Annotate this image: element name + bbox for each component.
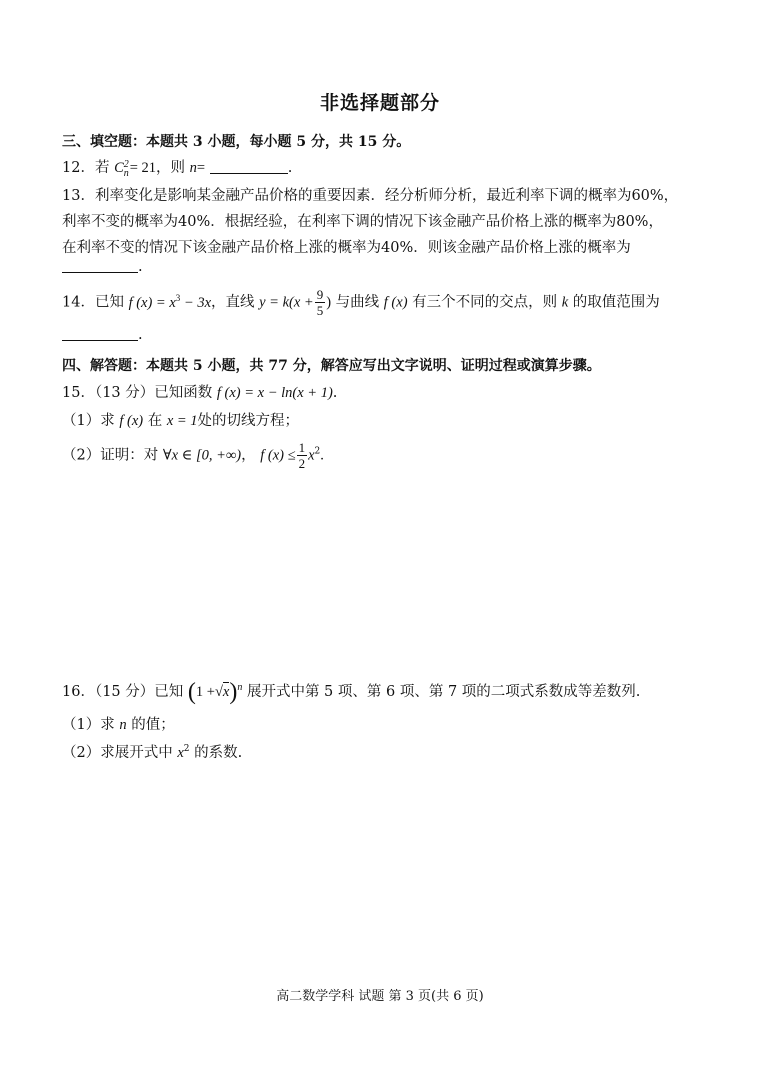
section-3-heading: 三、填空题：本题共 3 小题，每小题 5 分，共 15 分。 (62, 134, 411, 150)
q12-pre: 若 (94, 160, 110, 176)
q12-post: ，则 (156, 160, 186, 176)
answer-blank-12[interactable] (210, 159, 288, 174)
q15-forall-domain: ∀x ∈ [0, +∞) (162, 447, 242, 464)
question-15: 15．（13 分）已知函数 f (x) = x − ln(x + 1). (62, 385, 338, 401)
page-footer: 高二数学学科 试题 第 3 页(共 6 页) (276, 989, 484, 1004)
answer-blank-14[interactable] (62, 326, 138, 341)
q12-number: 12． (62, 160, 95, 176)
q16-part-2: （2）求展开式中 $x^2$ 的系数. (62, 744, 243, 761)
q16-part-1: （1）求 n 的值； (62, 717, 175, 733)
q13-line-3: 在利率不变的情况下该金融产品价格上涨的概率为40%．则该金融产品价格上涨的概率为 (62, 240, 631, 256)
question-12: 12．若 C2 n= 21，则 n= . (62, 158, 293, 179)
q15-part-1: （1）求 f (x) 在 x = 1处的切线方程； (62, 413, 300, 429)
q12-combination: C2 n (114, 158, 129, 179)
q13-answer-line: . (62, 258, 143, 275)
q15-half-fraction: $\frac{1}{2}$ (298, 440, 306, 471)
question-14: 14．已知 f $(x) = x^3 - 3x$，直线 y = k(x + $\frac{9}{5}$ ) 与曲线 f (x) 有三个不同的交点，则 k 的取值范围为 (62, 287, 660, 318)
answer-blank-13[interactable] (62, 258, 138, 273)
q14-fraction: $\frac{9}{5}$ (316, 287, 324, 318)
q14-line-equation: y = k(x + (259, 294, 314, 311)
q12-n: n (189, 160, 197, 176)
q13-line-2: 利率不变的概率为40%．根据经验，在利率下调的情况下该金融产品价格上涨的概率为80%， (62, 214, 663, 230)
section-title: 非选择题部分 (319, 92, 440, 114)
q14-answer-line: . (62, 326, 143, 343)
q16-binomial: $(1 +√x)^n$ (187, 679, 243, 705)
q15-part-2: （2）证明：对 ∀x ∈ [0, +∞)， f (x) ≤ $\frac{1}{2}$ $x^2$. (62, 440, 324, 471)
q13-line-1: 13．利率变化是影响某金融产品价格的重要因素．经分析师分析，最近利率下调的概率为60%， (62, 188, 679, 204)
question-16: 16．（15 分）已知 $(1 +√x)^n$ 展开式中第 5 项、第 6 项、第 7 项的二项式系数成等差数列. (62, 679, 641, 705)
q14-function: f $(x) = x^3 - 3x$ (128, 292, 212, 311)
section-4-heading: 四、解答题：本题共 5 小题，共 77 分，解答应写出文字说明、证明过程或演算步骤。 (62, 358, 601, 374)
q15-function: f (x) = x − ln(x + 1) (216, 385, 333, 401)
